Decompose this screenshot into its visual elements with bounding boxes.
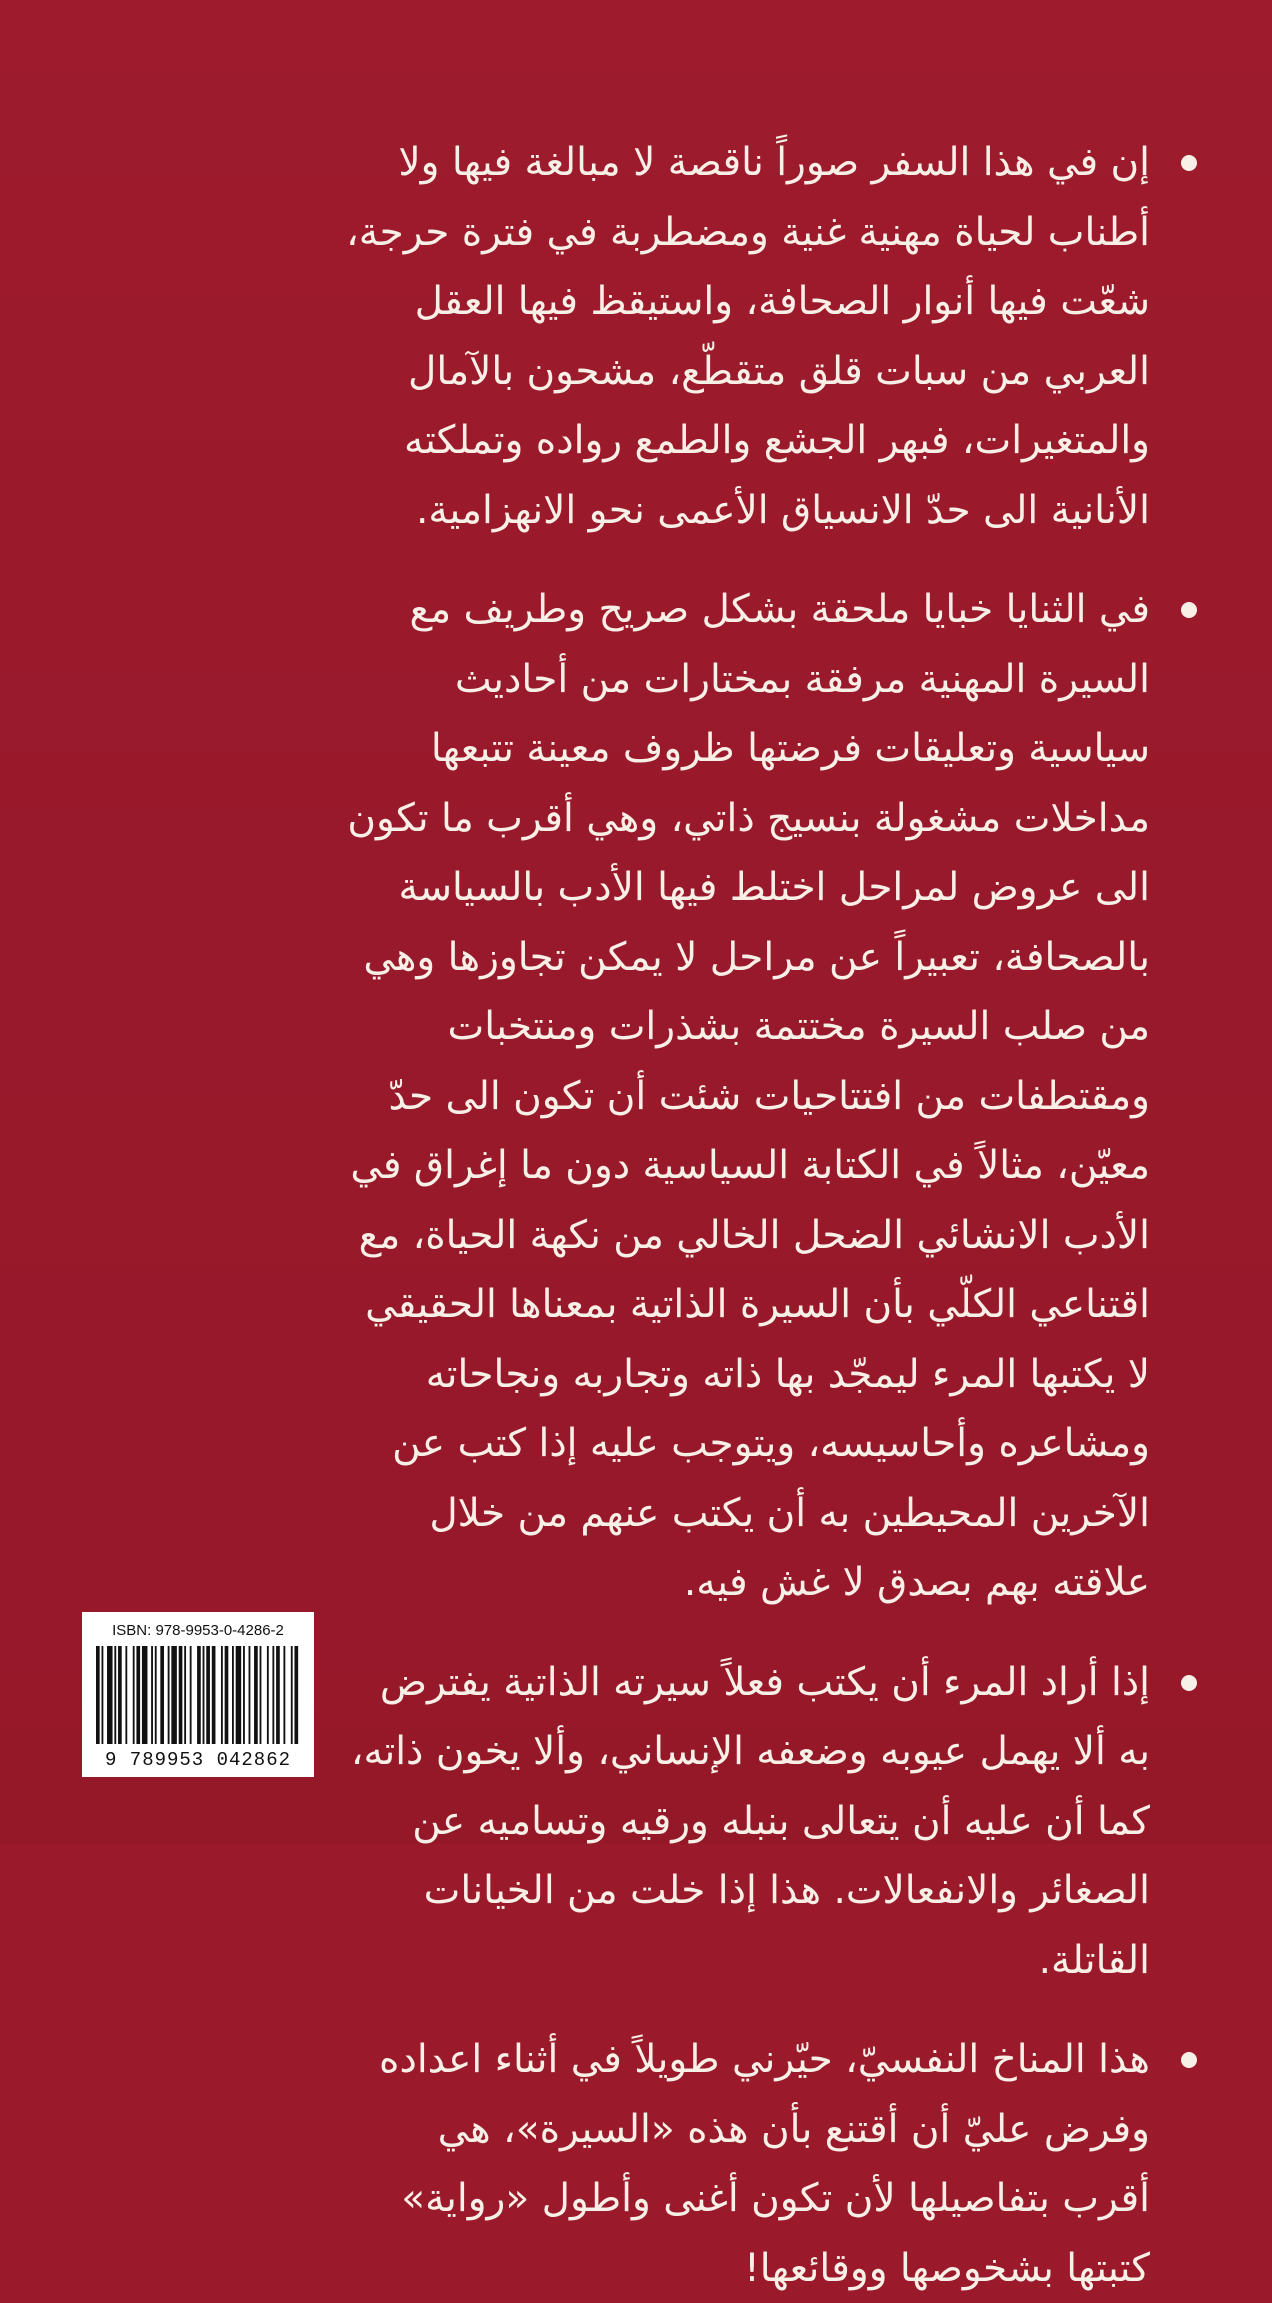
barcode-bar bbox=[118, 1646, 122, 1744]
barcode-bar bbox=[243, 1646, 245, 1744]
barcode-bar bbox=[151, 1646, 153, 1744]
paragraph-3-text: إذا أراد المرء أن يكتب فعلاً سيرته الذاتية يفترض به ألا يهمل عيوبه وضعفه الإنساني، وألا يخون ذاته، كما أن عليه أن يتعالى بنبله ورقيه وتساميه عن الصغائر والانفعالات. هذا إذا خلت من الخيانات القاتلة. bbox=[350, 1659, 1150, 1983]
bullet-icon bbox=[1181, 2052, 1197, 2068]
barcode-bar bbox=[212, 1646, 216, 1744]
barcode-bar bbox=[291, 1646, 293, 1744]
barcode-bar bbox=[107, 1646, 113, 1744]
barcode-bar bbox=[142, 1646, 148, 1744]
barcode-bar bbox=[221, 1646, 223, 1744]
paragraph-2-text: في الثنايا خبايا ملحقة بشكل صريح وطريف مع السيرة المهنية مرفقة بمختارات من أحاديث سياسية وتعليقات فرضتها ظروف معينة تتبعها مداخلات مشغولة بنسيج ذاتي، وهي أقرب ما تكون الى عروض لمراحل اختلط فيها الأدب بالسياسة بالصحافة، تعبيراً عن مراحل لا يمكن تجاوزها وهي من صلب السيرة مختتمة بشذرات ومنتخبات ومقتطفات من افتتاحيات شئت أن تكون الى حدّ معيّن، مثالاً في الكتابة السياسية دون ما إغراق في الأدب الانشائي الضحل الخالي من نكهة الحياة، مع اقتناعي الكلّي بأن السيرة الذاتية بمعناها الحقيقي لا يكتبها المرء ليمجّد بها ذاته وتجاربه ونجاحاته ومشاعره وأحاسيسه، ويتوجب عليه إذا كتب عن الآخرين المحيطين به أن يكتب عنهم من خلال علاقته بهم بصدق لا غش فيه. bbox=[347, 587, 1150, 1605]
barcode-bar bbox=[249, 1646, 251, 1744]
barcode-bar bbox=[232, 1646, 234, 1744]
barcode-bar bbox=[114, 1646, 116, 1744]
paragraph-3 bbox=[340, 1648, 1200, 1996]
paragraph-1-text: إن في هذا السفر صوراً ناقصة لا مبالغة فيها ولا أطناب لحياة مهنية غنية ومضطربة في فترة حرجة، شعّت فيها أنوار الصحافة، واستيقظ فيها العقل العربي من سبات قلق متقطّع، مشحون بالآمال والمتغيرات، فبهر الجشع والطمع رواده وتملكته الأنانية الى حدّ الانسياق الأعمى نحو الانهزامية. bbox=[346, 140, 1150, 533]
bullet-icon bbox=[1181, 155, 1197, 171]
barcode-bar bbox=[197, 1646, 201, 1744]
barcode-bar bbox=[272, 1646, 274, 1744]
barcode-bar bbox=[190, 1646, 192, 1744]
barcode-bar bbox=[236, 1646, 242, 1744]
barcode-bar bbox=[168, 1646, 170, 1744]
barcode-bar bbox=[96, 1646, 100, 1744]
barcode-bar bbox=[102, 1646, 104, 1744]
paragraph-4-text: هذا المناخ النفسيّ، حيّرني طويلاً في أثناء اعداده وفرض عليّ أن أقتنع بأن هذه «السيرة»، هي أقرب بتفاصيلها لأن تكون أغنى وأطول «رواية» كتبتها بشخوصها ووقائعها! bbox=[379, 2037, 1150, 2291]
bullet-icon bbox=[1181, 1675, 1197, 1691]
paragraph-4 bbox=[340, 2025, 1200, 2303]
barcode-bar bbox=[260, 1646, 262, 1744]
barcode-bars bbox=[96, 1646, 300, 1744]
paragraph-1 bbox=[340, 128, 1200, 545]
barcode-bar bbox=[267, 1646, 269, 1744]
barcode-bar bbox=[171, 1646, 177, 1744]
barcode-bar bbox=[203, 1646, 205, 1744]
barcode-digits: 9 789953 042862 bbox=[104, 1749, 292, 1771]
barcode-bar bbox=[179, 1646, 183, 1744]
barcode-bar bbox=[225, 1646, 229, 1744]
barcode-bar bbox=[294, 1646, 298, 1744]
barcode-bar bbox=[254, 1646, 258, 1744]
barcode-bar bbox=[125, 1646, 127, 1744]
barcode-bar bbox=[184, 1646, 186, 1744]
barcode-bar bbox=[276, 1646, 280, 1744]
barcode-bar bbox=[160, 1646, 164, 1744]
bullet-icon bbox=[1181, 602, 1197, 618]
blurb-text bbox=[340, 128, 1200, 2303]
paragraph-2 bbox=[340, 575, 1200, 1618]
barcode-bar bbox=[133, 1646, 135, 1744]
isbn-label: ISBN: 978-9953-0-4286-2 bbox=[112, 1622, 284, 1639]
barcode-bar bbox=[136, 1646, 140, 1744]
barcode-bar bbox=[283, 1646, 285, 1744]
isbn-barcode bbox=[82, 1612, 314, 1777]
barcode-bar bbox=[206, 1646, 210, 1744]
barcode-bar bbox=[155, 1646, 157, 1744]
